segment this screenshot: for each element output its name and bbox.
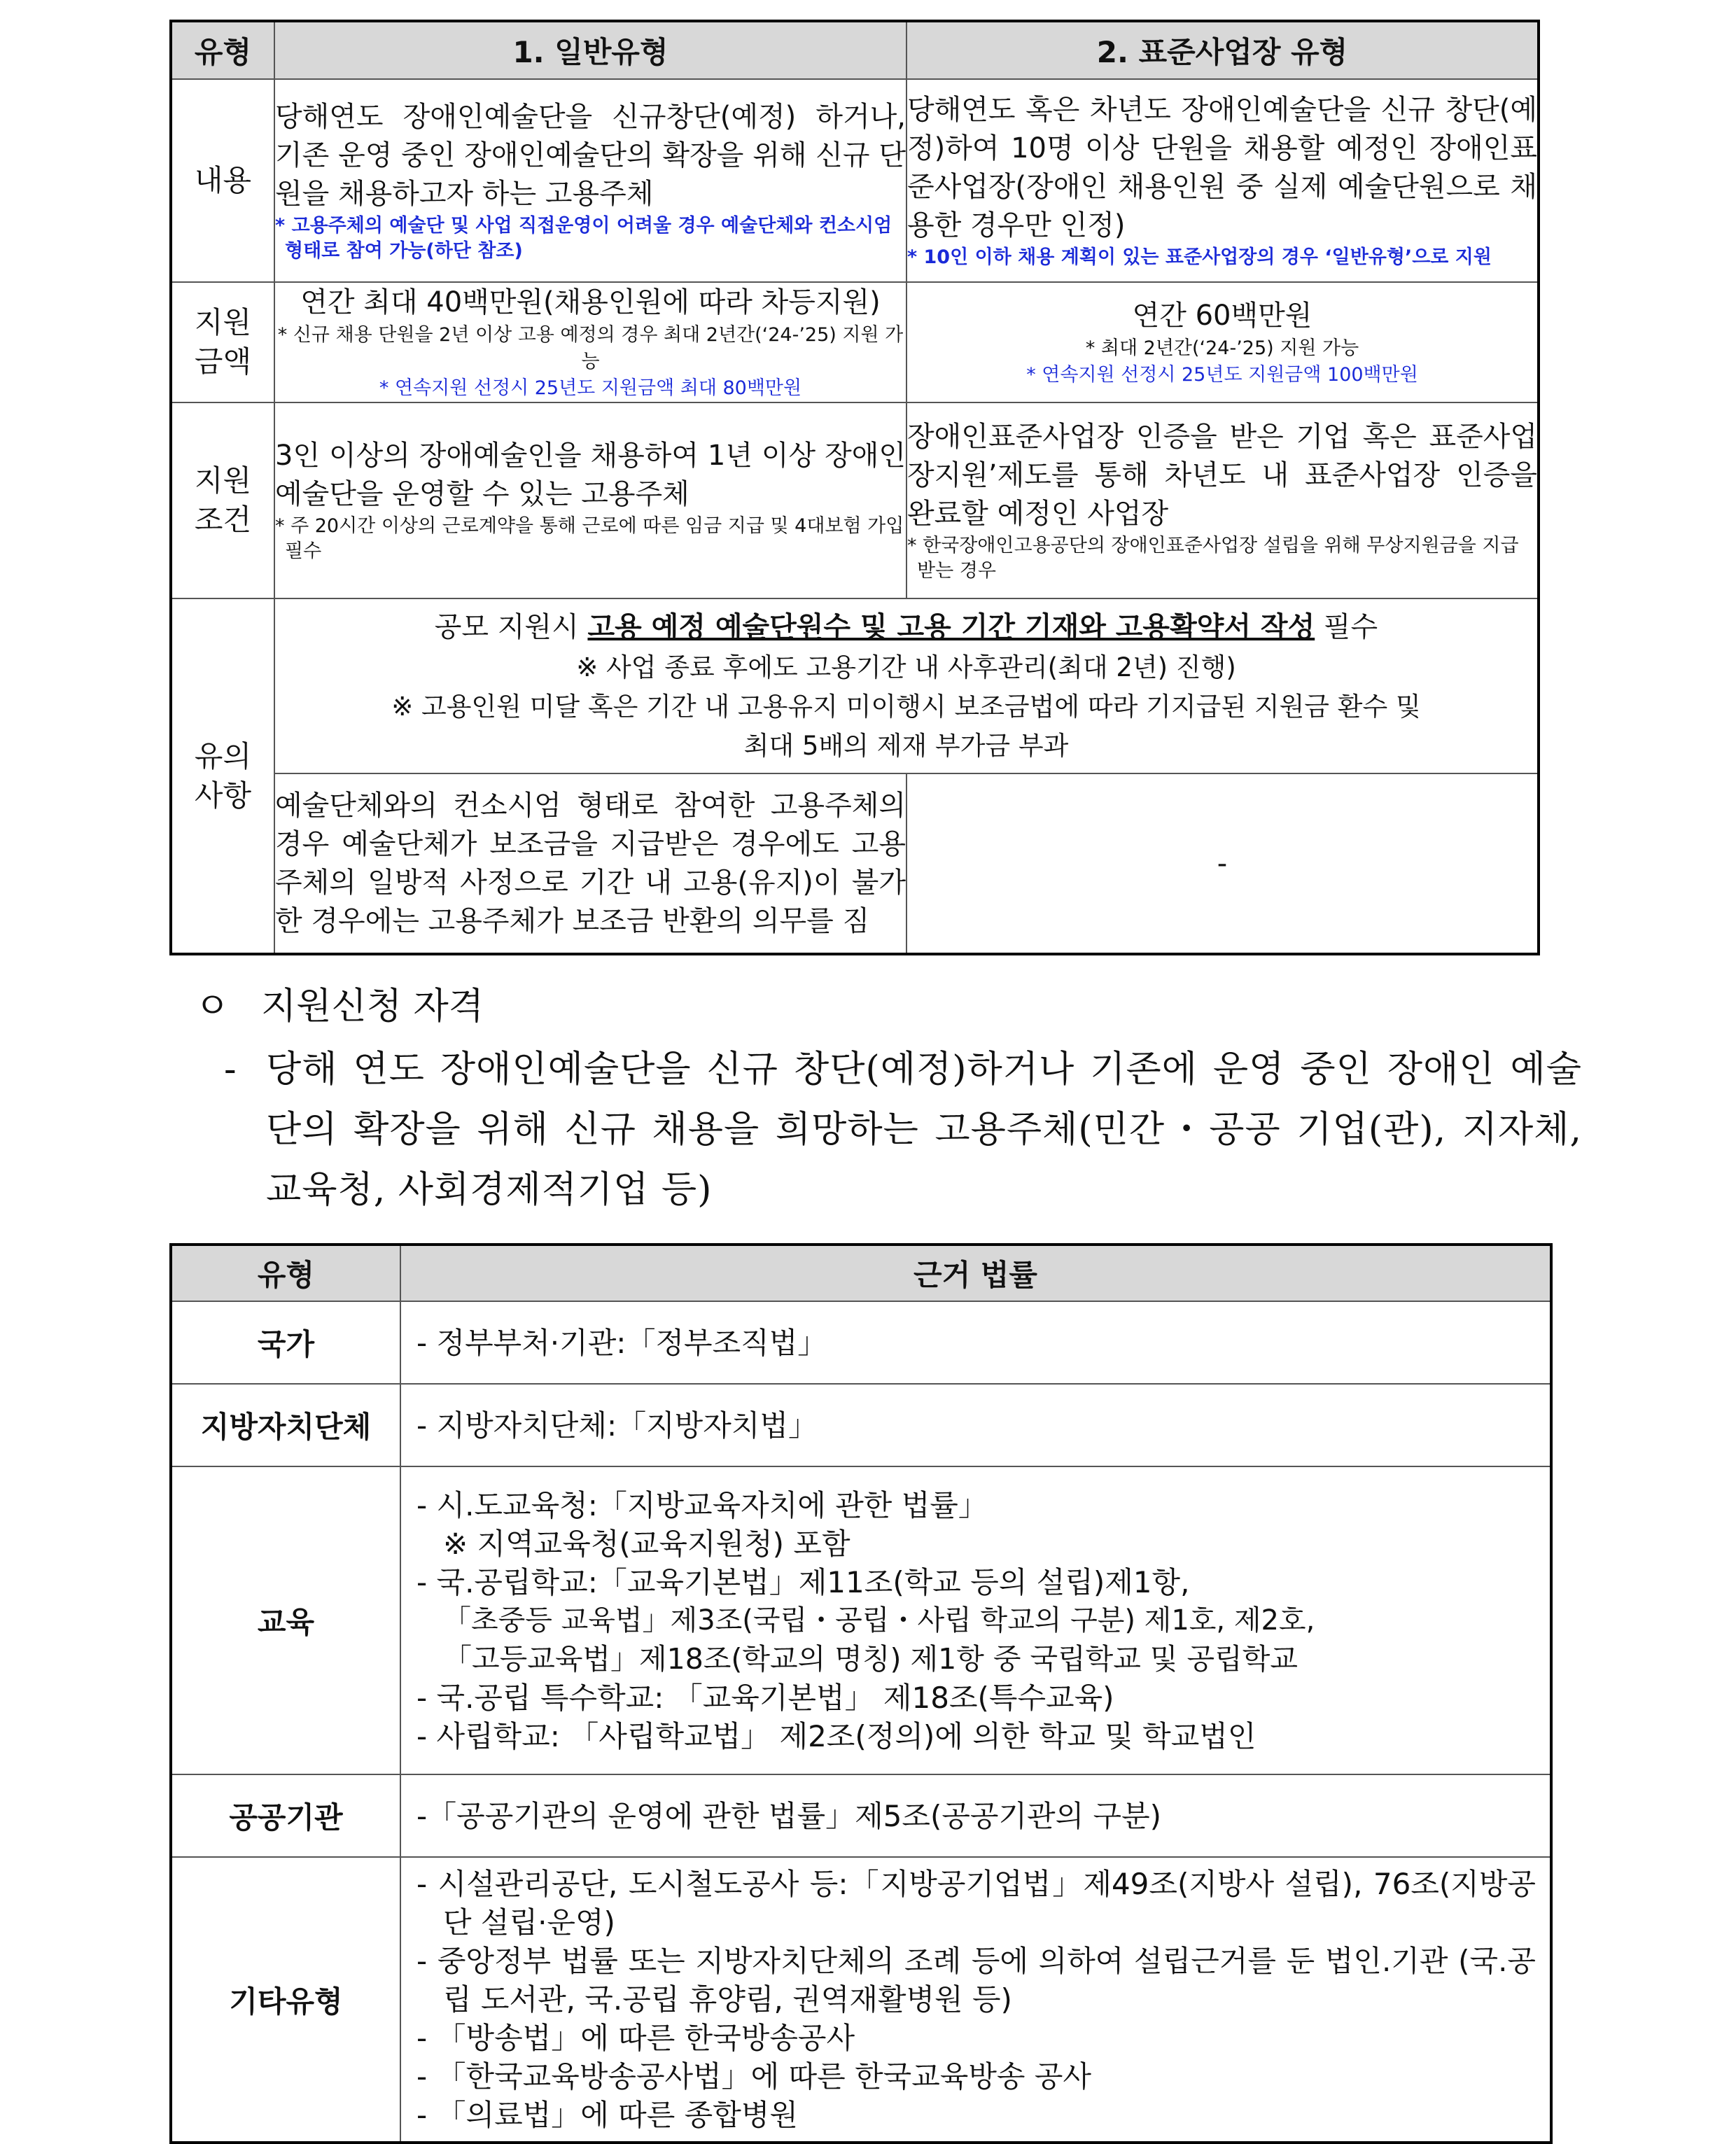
row-label-public: 공공기관 xyxy=(171,1774,400,1857)
law-public xyxy=(400,1774,1551,1857)
header-standard-type: 2. 표준사업장 유형 xyxy=(906,21,1539,79)
row-label-notice: 유의 사항 xyxy=(171,598,274,954)
table2-header-law: 근거 법률 xyxy=(400,1245,1551,1301)
content-general-cell xyxy=(274,79,906,282)
condition-standard-cell xyxy=(906,402,1539,598)
condition-general-note: * 주 20시간 이상의 근로계약을 통해 근로에 따른 임금 지급 및 4대보험 가입 필수 xyxy=(275,515,904,562)
notice-line1-pre: 공모 지원시 xyxy=(434,611,588,643)
qualification-text: 당해 연도 장애인예술단을 신규 창단(예정)하거나 기존에 운영 중인 장애인 예술단의 확장을 위해 신규 채용을 희망하는 고용주체(민간・공공 기업(관), 지자체, 교육청, 사회경제적기업 등) xyxy=(266,1049,1582,1211)
amount-general-cell xyxy=(274,282,906,402)
law-line: - 국.공립학교:「교육기본법」제11조(학교 등의 설립)제1항, xyxy=(416,1564,1190,1599)
notice-standard-cell: - xyxy=(906,773,1539,954)
condition-standard-text: 장애인표준사업장 인증을 받은 기업 혹은 표준사업장지원’제도를 통해 차년도 내 표준사업장 인증을 완료할 예정인 사업장 xyxy=(907,420,1537,530)
table-row-amount xyxy=(171,282,1539,402)
header-general-type: 1. 일반유형 xyxy=(274,21,906,79)
notice-line1-emphasis: 고용 예정 예술단원수 및 고용 기간 기재와 고용확약서 작성 xyxy=(587,611,1315,643)
content-standard-note: * 10인 이하 채용 계획이 있는 표준사업장의 경우 ‘일반유형’으로 지원 xyxy=(907,246,1492,268)
law-line: ※ 지역교육청(교육지원청) 포함 xyxy=(443,1526,850,1561)
notice-general-cell xyxy=(274,773,906,954)
amount-general-note1: * 신규 채용 단원을 2년 이상 고용 예정의 경우 최대 2년간(‘24-’25) 지원 가능 xyxy=(277,323,904,372)
qualification-heading xyxy=(195,976,484,1029)
content-general-note: * 고용주체의 예술단 및 사업 직접운영이 어려울 경우 예술단체와 컨소시엄 형태로 참여 가능(하단 참조) xyxy=(275,214,892,262)
law-line: - 중앙정부 법률 또는 지방자치단체의 조례 등에 의하여 설립근거를 둔 법인.기관 (국.공립 도서관, 국.공립 휴양림, 권역재활병원 등) xyxy=(416,1944,1536,2017)
table2-header-row xyxy=(171,1245,1551,1301)
amount-standard-note2: * 연속지원 선정시 25년도 지원금액 100백만원 xyxy=(1026,363,1418,386)
law-local xyxy=(400,1384,1551,1466)
row-label-local: 지방자치단체 xyxy=(171,1384,400,1466)
row-label-edu: 교육 xyxy=(171,1466,400,1774)
notice-line4: 최대 5배의 제재 부가금 부과 xyxy=(743,731,1069,761)
notice-line1-post: 필수 xyxy=(1315,611,1378,643)
table-row-condition xyxy=(171,402,1539,598)
content-general-text: 당해연도 장애인예술단을 신규창단(예정) 하거나, 기존 운영 중인 장애인예술단의 확장을 위해 신규 단원을 채용하고자 하는 고용주체 xyxy=(275,100,906,210)
law-line: - 「방송법」에 따른 한국방송공사 xyxy=(416,2021,855,2055)
content-standard-cell xyxy=(906,79,1539,282)
table2-row-edu xyxy=(171,1466,1551,1774)
row-label-condition: 지원 조건 xyxy=(171,402,274,598)
content-standard-text: 당해연도 혹은 차년도 장애인예술단을 신규 창단(예정)하여 10명 이상 단원을 채용할 예정인 장애인표준사업장(장애인 채용인원 중 실제 예술단원으로 채용한 경우만 인정) xyxy=(907,94,1537,241)
table2-row-public xyxy=(171,1774,1551,1857)
amount-standard-text: 연간 60백만원 xyxy=(1132,299,1312,332)
law-line: - 시설관리공단, 도시철도공사 등:「지방공기업법」제49조(지방사 설립), 76조(지방공단 설립·운영) xyxy=(416,1867,1536,1940)
condition-general-text: 3인 이상의 장애예술인을 채용하여 1년 이상 장애인예술단을 운영할 수 있는 고용주체 xyxy=(275,440,906,510)
amount-general-text: 연간 최대 40백만원(채용인원에 따라 차등지원) xyxy=(300,286,881,318)
amount-general-note2: * 연속지원 선정시 25년도 지원금액 최대 80백만원 xyxy=(379,377,802,399)
law-line: 「초중등 교육법」제3조(국립・공립・사립 학교의 구분) 제1호, 제2호, xyxy=(443,1604,1315,1637)
table2-row-local xyxy=(171,1384,1551,1466)
row-label-state: 국가 xyxy=(171,1301,400,1384)
row-label-content: 내용 xyxy=(171,79,274,282)
row-label-amount: 지원 금액 xyxy=(171,282,274,402)
amount-standard-note1: * 최대 2년간(‘24-’25) 지원 가능 xyxy=(1085,337,1359,359)
notice-line2: ※ 사업 종료 후에도 고용기간 내 사후관리(최대 2년) 진행) xyxy=(576,652,1236,682)
law-line: -「공공기관의 운영에 관한 법률」제5조(공공기관의 구분) xyxy=(416,1798,1162,1833)
table2-row-other xyxy=(171,1857,1551,2143)
law-line: - 지방자치단체:「지방자치법」 xyxy=(416,1408,818,1443)
table-row-notice-detail xyxy=(171,773,1539,954)
notice-common-cell xyxy=(274,598,1539,773)
amount-standard-cell xyxy=(906,282,1539,402)
qualification-dash: - xyxy=(224,1049,237,1091)
table-row-content xyxy=(171,79,1539,282)
law-line: - 정부부처·기관:「정부조직법」 xyxy=(416,1325,827,1360)
law-other xyxy=(400,1857,1551,2143)
qualification-body xyxy=(224,1039,1582,1220)
law-line: - 「한국교육방송공사법」에 따른 한국교육방송 공사 xyxy=(416,2059,1091,2094)
table-header-row xyxy=(171,21,1539,79)
qualification-title: 지원신청 자격 xyxy=(261,986,484,1028)
notice-line3: ※ 고용인원 미달 혹은 기간 내 고용유지 미이행시 보조금법에 따라 기지급된 지원금 환수 및 xyxy=(391,692,1421,722)
law-line: - 국.공립 특수학교: 「교육기본법」 제18조(특수교육) xyxy=(416,1680,1114,1715)
legal-basis-table xyxy=(169,1243,1553,2144)
law-line: - 사립학교: 「사립학교법」 제2조(정의)에 의한 학교 및 학교법인 xyxy=(416,1718,1256,1753)
table-row-notice xyxy=(171,598,1539,773)
law-edu xyxy=(400,1466,1551,1774)
qualification-bullet: ㅇ xyxy=(195,986,230,1028)
law-line: - 「의료법」에 따른 종합병원 xyxy=(416,2098,798,2132)
table2-header-type: 유형 xyxy=(171,1245,400,1301)
law-line: 「고등교육법」제18조(학교의 명칭) 제1항 중 국립학교 및 공립학교 xyxy=(443,1641,1298,1676)
header-type: 유형 xyxy=(171,21,274,79)
law-line: - 시.도교육청:「지방교육자치에 관한 법률」 xyxy=(416,1487,988,1522)
law-state xyxy=(400,1301,1551,1384)
condition-standard-note: * 한국장애인고용공단의 장애인표준사업장 설립을 위해 무상지원금을 지급 받는 경우 xyxy=(907,534,1519,582)
support-type-table xyxy=(169,20,1540,955)
row-label-other: 기타유형 xyxy=(171,1857,400,2143)
notice-line1 xyxy=(289,606,1523,648)
table2-row-state xyxy=(171,1301,1551,1384)
condition-general-cell xyxy=(274,402,906,598)
notice-general-text: 예술단체와의 컨소시엄 형태로 참여한 고용주체의 경우 예술단체가 보조금을 지급받은 경우에도 고용주체의 일방적 사정으로 기간 내 고용(유지)이 불가한 경우에는 고용주체가 보조금 반환의 의무를 짐 xyxy=(275,789,906,937)
